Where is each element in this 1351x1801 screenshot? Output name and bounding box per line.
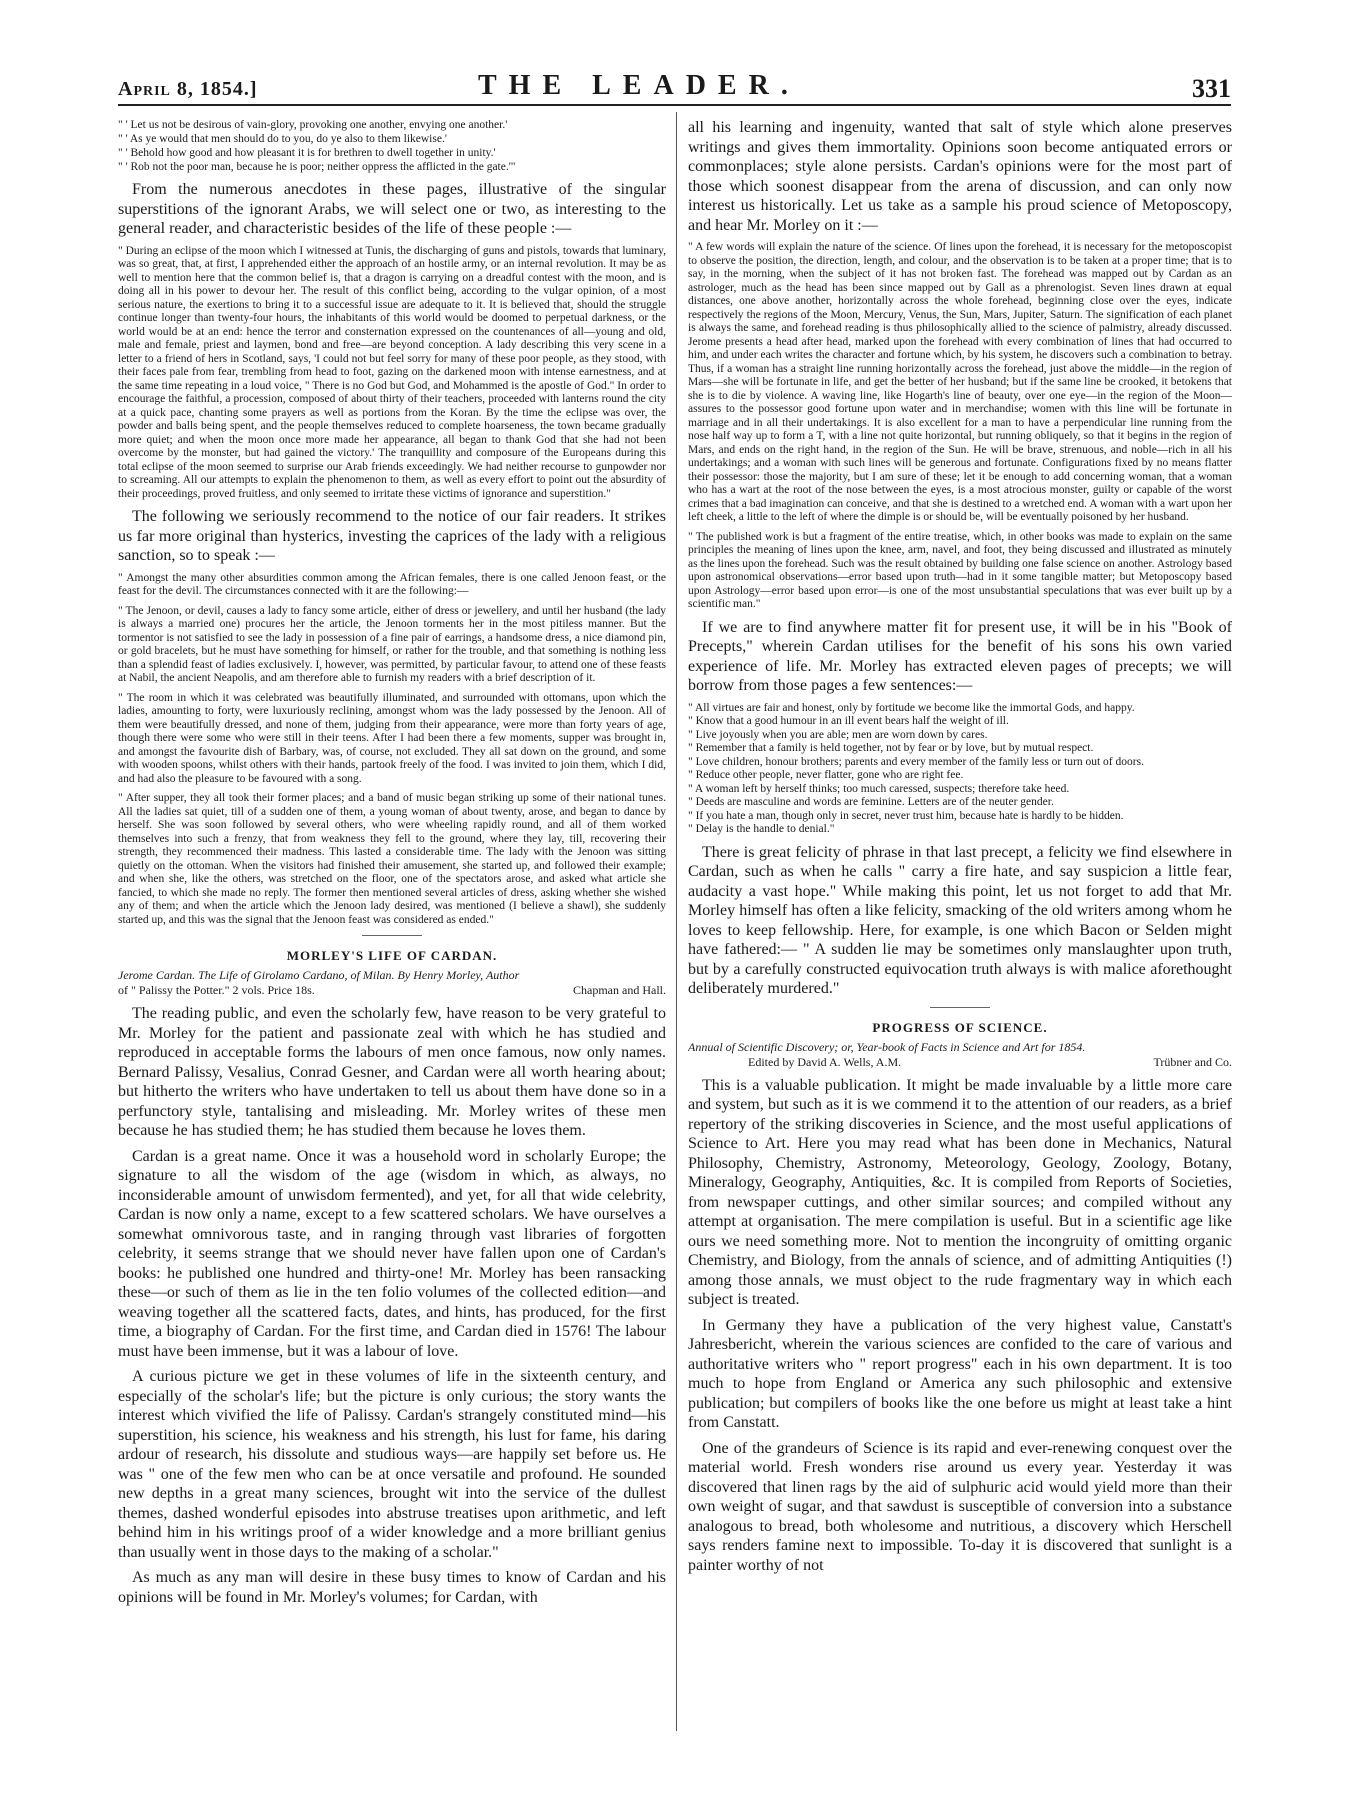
cardan-review-p4: As much as any man will desire in these busy times to know of Cardan and his opinions will be found in Mr. Morley's volumes; for Cardan, with [118,1569,666,1606]
verse-2: " ' As ye would that men should do to you, do ye also to them likewise.' [118,133,447,145]
precept-8: " Deeds are masculine and words are feminine. Letters are of the neuter gender. [688,796,1054,808]
science-publisher: Trübner and Co. [1153,1054,1232,1069]
room-quote: " The room in which it was celebrated was beautifully illuminated, and surrounded with ottomans, upon which the ladies, amounting to forty, were luxuriously reclining, amongst whom was the lady possessed by the Jenoon. All of them were beautifully dressed, and none of them, judging from their appearance, were more than forty years of age, though there were some who were still in their teens. After I had been there a few moments, supper was brought in, and amongst the favourite dish of Barbary, was, of course, not excluded. They all sat down on the ground, and some with wooden spoons, whilst others with their hands, partook freely of the food. I was invited to join them, which I did, and had also the pleasure to be favoured with a song. [118,691,666,785]
cardan-publisher: Chapman and Hall. [573,983,666,997]
supper-quote: " After supper, they all took their former places; and a band of music began striking up some of their national tunes. All the ladies sat quiet, till of a sudden one of them, a young woman of about twenty, arose, and began to dance by herself. She was soon followed by several others, who were wheeling rapidly round, and all of them worked themselves into such a frenzy, that from weakness they fell to the ground, where they lay, till, recovering their strength, they recommenced their madness. This lasted a considerable time. The lady with the Jenoon was sitting quietly on the ottoman. When the visitors had finished their amusement, she started up, and followed their example; and when she, like the others, was stretched on the floor, one of the spectators arose, and asked what article she fancied, to which she made no reply. The former then mentioned several articles of dress, asking whether she wished any of them; and when the article which the Jenoon lady desired, was mentioned (I believe a shawl), she suddenly started up, and this was the signal that the Jenoon feast was considered as ended." [118,792,666,926]
cardan-review-p3: A curious picture we get in these volumes of life in the sixteenth century, and especially of the scholar's life; but the picture is only curious; the story wants the interest which vivified the life of Palissy. Cardan's strangely constituted mind—his superstition, his science, his weakness and his strength, his lust for fame, his daring ardour of research, his dissolute and studious ways—are happily set before us. He was " one of the few men who can be at once versatile and profound. He sounded new depths in a great many sciences, brought wit into the service of the dullest themes, dashed wonderful episodes into abstruse treatises upon arithmetic, and left behind him in his writings proof of a wider knowledge and a more brilliant genius than usually went in those days to the making of a scholar." [118,1368,666,1561]
precepts-intro: If we are to find anywhere matter fit for present use, it will be in his "Book of Precepts," wherein Cardan utilises for the benefit of his sons his own varied experience of life. Mr. Morley has extracted eleven pages of precepts; we will borrow from those pages a few sentences:— [688,618,1232,694]
precept-6: " Reduce other people, never flatter, gone who are right fee. [688,769,964,781]
precept-9: " If you hate a man, though only in secret, never trust him, because hate is hardly to be hidden. [688,809,1124,822]
eclipse-quote: " During an eclipse of the moon which I witnessed at Tunis, the discharging of guns and pistols, towards that luminary, was so great, that, at first, I apprehended either the approach of an hostile army, or an internal revolution. It may be as well to mention here that the common belief is, that a dragon is carrying on a dreadful contest with the moon, and is doing all in his power to devour her. The result of this conflict being, according to the vulgar opinion, of a most serious nature, the exertions to bring it to a successful issue are adequate to it. It is believed that, should the struggle continue longer than twenty-four hours, the inhabitants of this world would be doomed to perpetual darkness, or the world would be at an end: hence the terror and consternation expressed on the countenances of all—young and old, male and female, priest and laymen, bond and free—are beyond conception. A lady describing this very scene in a letter to a friend of hers in Scotland, says, 'I could not but feel sorry for many of these poor people, as they stood, with their faces pale from fear, trembling from head to foot, gazing on the darkened moon with intense earnestness, and at the same time repeating in a loud voice, " There is no God but God, and Mohammed is the apostle of God." In order to encourage the faithful, a procession, composed of about thirty of their teachers, proceeded with lanterns round the city at a quick pace, chanting some prayers as well as portions from the Koran. By the time the eclipse was over, the powder and balls being spent, and the people themselves reduced to complete hoarseness, the town became gradually more quiet; and when the moon once more made her appearance, all began to thank God that she had not been overcome by the monster, but had gained the victory.' The tranquillity and composure of the Europeans during this total eclipse of the moon seemed to surprise our Arab friends exceedingly. We had neither recourse to gunpowder nor to screaming. All our attempts to explain the phenomenon to them, as well as every effort to point out the absurdity of their proceedings, proved fruitless, and only seemed to irritate these victims of ignorance and superstition." [118,244,666,500]
cardan-byline-2: of " Palissy the Potter." 2 vols. Price 18s. [118,983,315,997]
fragment-quote: " The published work is but a fragment of the entire treatise, which, in other books was made to explain on the same principles the meaning of lines upon the knee, arm, navel, and foot, they being discussed and illustrated as minutely as the lines upon the forehead. Such was the result obtained by building one false science on another. Astrology based upon astronomical observations—error based upon truth—had in it some tangible matter; but Metoposcopy based upon Astrology—error based upon error—is one of the most unsubstantial speculations that was ever built up by a scientific man." [688,530,1232,610]
section-separator [362,935,422,936]
cardan-review-p1: The reading public, and even the scholarly few, have reason to be very grateful to Mr. Morley for the patient and passionate zeal with which he has studied and reproduced in acceptable forms the labours of men once famous, now only names. Bernard Palissy, Vesalius, Conrad Gesner, and Cardan were all worth hearing about; but hitherto the writers who have undertaken to tell us about them have done so in a perfunctory style, tantalising and misleading. Mr. Morley writes of these men because he has studied them; he has studied them because he loves them. [118,1005,666,1139]
masthead [118,66,1231,106]
science-section-title: PROGRESS OF SCIENCE. [872,1019,1048,1035]
issue-date: April 8, 1854.] [118,78,258,100]
precept-7: " A woman left by herself thinks; too much caressed, suspects; therefore take heed. [688,782,1070,795]
precept-4: " Remember that a family is held together, not by fear or by love, but by mutual respect. [688,742,1094,754]
science-p2: In Germany they have a publication of the very highest value, Canstatt's Jahresbericht, wherein the various sciences are confided to the care of various and authoritative writers who " report progress" each in his own department. It is too much to hope from England or America any such philosophic and extensive publication; but compilers of books like the one before us might at least take a hint from Canstatt. [688,1316,1232,1431]
cardan-byline-row [118,983,666,998]
felicity-paragraph: There is great felicity of phrase in that last precept, a felicity we find elsewhere in Cardan, such as when he calls " carry a fire hate, and say suspicion a little fear, audacity a vast hope." While making this point, let us not forget to add that Mr. Morley himself has often a like felicity, smacking of the old writers among whom he loves to keep fellowship. Here, for example, is one which Bacon or Selden might have fathered:— " A sudden lie may be sometimes only manslaughter upon truth, but by a carefully constructed equivocation truth always is with malice aforethought deliberately murdered." [688,843,1232,997]
cardan-byline-1: Jerome Cardan. The Life of Girolamo Cardano, of Milan. By Henry Morley, Author [118,968,520,982]
right-column [688,118,1232,1731]
column-rule [676,112,677,1731]
precept-5: " Love children, honour brothers; parents and every member of the family less or turn out of doors. [688,755,1144,768]
verse-1: " ' Let us not be desirous of vain-glory, provoking one another, envying one another.' [118,119,508,131]
cardan-section-title: MORLEY'S LIFE OF CARDAN. [286,948,498,963]
precept-2: " Know that a good humour in an ill event bears half the weight of ill. [688,715,1009,727]
science-p1: This is a valuable publication. It might be made invaluable by a little more care and system, but such as it is we commend it to the attention of our readers, as a brief repertory of the striking discoveries in Science, and the most useful applications of Science to Art. Here you may read what has been done in Mechanics, Natural Philosophy, Chemistry, Astronomy, Meteorology, Geology, Zoology, Botany, Mineralogy, Geography, Antiquities, &c. It is compiled from Reports of Societies, from newspaper cuttings, and other similar sources; and compiled without any attempt at organisation. The mere compilation is useful. But in a scientific age like ours we need something more. Not to mention the incongruity of omitting organic Chemistry, and Biology, from the annals of science, and of admitting Antiquities (!) among those annals, we must object to the rude fragmentary way in which each subject is treated. [688,1076,1232,1308]
verse-3: " ' Behold how good and how pleasant it is for brethren to dwell together in unity.' [118,147,496,159]
left-column [118,118,666,1731]
science-byline-1: Annual of Scientific Discovery; or, Year-book of Facts in Science and Art for 1854. [688,1039,1086,1054]
cardan-review-p2: Cardan is a great name. Once it was a household word in scholarly Europe; the signature to all the wisdom of the age (wisdom in which, as always, no inconsiderable amount of unwisdom fermented), and yet, for all that wide celebrity, Cardan is now only a name, except to a few scattered scholars. We have ourselves a somewhat omnivorous taste, and in ranging through vast libraries of forgotten celebrity, it seems strange that we should never have fallen upon one of Cardan's books: he published one hundred and thirty-one! Mr. Morley has been ransacking these—or such of them as lie in the ten folio volumes of the collected edition—and weaving together all the scattered facts, dates, and hints, has produced, for the first time, a biography of Cardan. For the first time, and Cardan died in 1576! The labour must have been immense, but it was a labour of love. [118,1147,666,1360]
science-byline-row [688,1055,1232,1070]
precept-3: " Live joyously when you are able; men are worn down by cares. [688,728,988,741]
science-byline-2: Edited by David A. Wells, A.M. [748,1054,902,1069]
newspaper-title: THE LEADER. [478,70,800,101]
jenoon-quote: " The Jenoon, or devil, causes a lady to fancy some article, either of dress or jewellery, and until her husband (the lady is always a married one) procures her the article, the Jenoon torments her in the most pitiless manner. But the tormentor is not satisfied to see the lady in possession of a fine pair of earrings, a handsome dress, a nice diamond pin, or gold bracelets, but he must have something for himself, or rather for the trouble, and that something is nothing less than a splendid feast of ladies exclusively. I, however, was permitted, by particular favour, to attend one of these feasts at Nabil, the ancient Neapolis, and am therefore able to furnish my readers with a brief description of it. [118,604,666,684]
cardan-continued: all his learning and ingenuity, wanted that salt of style which alone preserves writings and gives them immortality. Opinions soon become antiquated errors or commonplaces; style alone persists. Cardan's opinions were for the most part of those which soonest disappear from the arena of discussion, and can only now interest us historically. Let us take as a sample his proud science of Metoposcopy, and hear Mr. Morley on it :— [688,119,1232,234]
intro-paragraph: From the numerous anecdotes in these pages, illustrative of the singular superstitions of the ignorant Arabs, we will select one or two, as interesting to the general reader, and characteristic besides of the life of these people :— [118,181,666,237]
precept-10: " Delay is the handle to denial." [688,823,835,835]
section-separator [930,1007,990,1008]
metoposcopy-quote: " A few words will explain the nature of the science. Of lines upon the forehead, it is necessary for the metoposcopist to observe the position, the direction, length, and colour, and the observation is to be taken at a proper time; that is to say, in the morning, when the subject of it has not broken fast. The forehead was mapped out by Cardan as an astrologer, much as the head has been since mapped out by Gall as a phrenologist. Seven lines drawn at equal distances, one above another, horizontally across the whole forehead, beginning close over the eyes, indicate respectively the regions of the Moon, Mercury, Venus, the Sun, Mars, Jupiter, Saturn. The signification of each planet is always the same, and forehead reading is thus philosophically allied to the science of palmistry, already discussed. Jerome presents a head after head, marked upon the forehead with every combination of lines that had occurred to him, and under each writes the character and fortune which, by his system, he discovers such a combination to betray. Thus, if a woman has a straight line running horizontally across the forehead, just above the middle—in the region of Mars—she will be fortunate in life, and get the better of her husband; but if the same line be crooked, it betokens that she is to die by violence. A waving line, like Hogarth's line of beauty, over one eye—in the region of the Moon—assures to the possessor good fortune upon water and in merchandise; women with this line will be fortunate in marriage and in all their undertakings. It is also excellent for a man to have a perpendicular line running from the nose half way up to form a T, with a line not quite horizontal, but running obliquely, so that it begins in the region of Mars, and ends on the right hand, in the region of the Sun. He will be brave, strenuous, and noble—rich in all his undertakings; and a woman with such lines will be generous and fortunate. Configurations fixed by no means flatter their possessor: those the majority, but I am sure of these; let it be enough to add concerning woman, that a woman who has a wart at the root of the nose between the eyes, is a most atrocious monster, guilty or capable of the worst crimes that a bad imagination can conceive, and that she is destined to a wretched end. A woman with a wart upon her left cheek, a little to the left of where the dimple is or should be, will be eventually poisoned by her husband. [688,241,1232,523]
precept-1: " All virtues are fair and honest, only by fortitude we become like the immortal Gods, and happy. [688,701,1135,714]
science-p3: One of the grandeurs of Science is its rapid and ever-renewing conquest over the material world. Fresh wonders rise around us every year. Yesterday it was discovered that linen rags by the aid of sulphuric acid would yield more than their own weight of sugar, and that sawdust is susceptible of conversion into a substance analogous to bread, both wholesome and nutritious, a discovery which Herschell says renders famine next to impossible. To-day it is discovered that sunlight is a painter worthy of not [688,1439,1232,1574]
absurdities-quote: " Amongst the many other absurdities common among the African females, there is one called Jenoon feast, or the feast for the devil. The circumstances connected with it are the following:— [118,571,666,597]
recommend-paragraph: The following we seriously recommend to the notice of our fair readers. It strikes us far more original than hysterics, investing the caprices of the lady with a religious sanction, so to speak :— [118,508,666,564]
verse-4: " ' Rob not the poor man, because he is poor; neither oppress the afflicted in the gate.'" [118,161,516,173]
page-number: 331 [1192,74,1231,103]
